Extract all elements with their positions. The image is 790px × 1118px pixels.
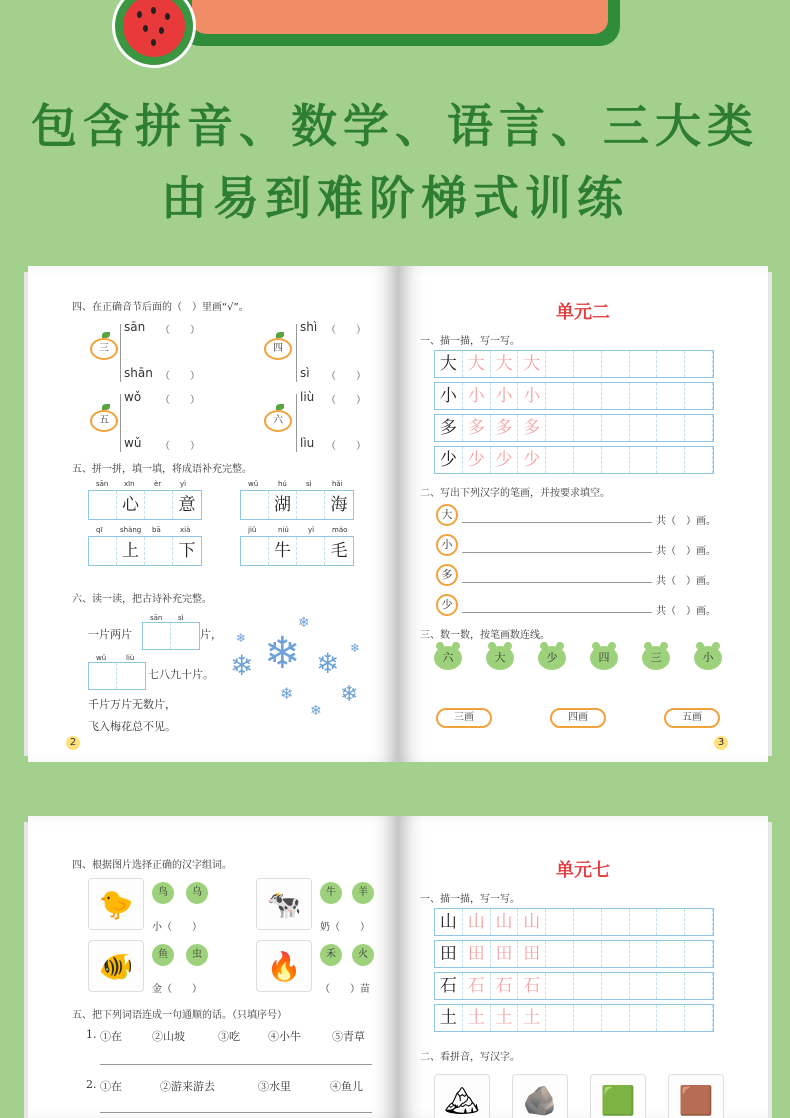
poem-line-1a: 一片两片: [88, 628, 132, 641]
pinyin-option: wǔ: [124, 436, 142, 450]
trace-row: [434, 908, 714, 936]
poem-line-1b: 片，: [200, 628, 222, 641]
page-left-1: [28, 266, 398, 762]
leaf-icon: [276, 404, 284, 410]
idiom-cell[interactable]: [241, 491, 269, 519]
idiom-cell: 下: [178, 541, 196, 561]
poem-pinyin: sì: [178, 614, 184, 622]
snowflake-icon: ❄: [350, 641, 361, 655]
poem-fill-box-2[interactable]: [88, 662, 146, 690]
char-option[interactable]: 禾: [320, 944, 342, 966]
trace-cell-model: 土: [435, 1005, 463, 1031]
idiom-grid-4: [240, 536, 354, 566]
trace-cell-model: 山: [435, 909, 463, 935]
trace-cell[interactable]: 大: [463, 351, 491, 377]
snowflake-icon: ❄: [236, 631, 247, 645]
word-token: ④鱼儿: [330, 1080, 363, 1093]
idiom-cell: 毛: [330, 541, 348, 561]
idiom-cell: 海: [330, 495, 348, 515]
stone-picture: [512, 1074, 568, 1118]
idiom-cell[interactable]: [297, 537, 325, 565]
stroke-count-pill[interactable]: 三画: [436, 708, 492, 728]
stroke-count-pill[interactable]: 四画: [550, 708, 606, 728]
book-spread-2: [28, 816, 768, 1118]
question-1: 一、描一描，写一写。: [420, 336, 520, 347]
idiom-cell: 湖: [269, 491, 297, 519]
char-option[interactable]: 羊: [352, 882, 374, 904]
question-2: 二、看拼音，写汉字。: [420, 1052, 520, 1063]
pinyin-option: shì: [300, 320, 318, 334]
trace-cell[interactable]: 多: [518, 415, 546, 441]
fire-picture: [256, 940, 312, 992]
trace-cell[interactable]: 大: [491, 351, 519, 377]
headline-line2: 由易到难阶梯式训练: [161, 171, 629, 225]
frog-char[interactable]: 小: [694, 646, 722, 670]
goldfish-picture: [88, 940, 144, 992]
snowflake-icon: ❄: [230, 649, 254, 682]
idiom-pinyin: bā: [152, 526, 161, 534]
soil-icon: 🟫: [678, 1083, 714, 1117]
trace-cell[interactable]: 田: [518, 941, 546, 967]
word-blank[interactable]: 小（ ）: [152, 922, 202, 933]
trace-cell[interactable]: 小: [518, 383, 546, 409]
word-blank[interactable]: 奶（ ）: [320, 922, 370, 933]
idiom-cell[interactable]: [241, 537, 269, 565]
stroke-count[interactable]: 共（ ）画。: [656, 576, 716, 587]
trace-cell[interactable]: 石: [463, 973, 491, 999]
stroke-answer-line[interactable]: [462, 612, 652, 613]
trace-cell[interactable]: 少: [491, 447, 519, 473]
question-4: 四、根据图片选择正确的汉字组词。: [72, 860, 232, 871]
idiom-pinyin: hǎi: [332, 480, 343, 488]
pinyin-option: wǒ: [124, 390, 142, 404]
fire-icon: 🔥: [266, 949, 302, 983]
word-token: ①在: [100, 1080, 122, 1093]
idiom-pinyin: xià: [180, 526, 191, 534]
idiom-pinyin: yì: [180, 480, 187, 488]
idiom-pinyin: sān: [96, 480, 109, 488]
field-icon: 🟩: [600, 1083, 636, 1117]
trace-cell[interactable]: 大: [518, 351, 546, 377]
question-5: 五、把下列词语连成一句通顺的话。（只填序号）: [72, 1010, 287, 1021]
trace-cell[interactable]: 田: [491, 941, 519, 967]
book-spread-1: [28, 266, 768, 762]
stroke-count[interactable]: 共（ ）画。: [656, 606, 716, 617]
idiom-pinyin: yì: [308, 526, 315, 534]
leaf-icon: [102, 404, 110, 410]
stroke-char: 大: [436, 504, 458, 526]
frog-char[interactable]: 少: [538, 646, 566, 670]
pinyin-option: liù: [300, 390, 315, 404]
poem-line-3: 千片万片无数片，: [88, 698, 176, 711]
watermelon-icon: [112, 0, 196, 68]
trace-row: [434, 414, 714, 442]
idiom-grid-1: [88, 490, 202, 520]
stroke-char: 小: [436, 534, 458, 556]
trace-row: [434, 1004, 714, 1032]
idiom-pinyin: sì: [306, 480, 312, 488]
idiom-cell[interactable]: [89, 537, 117, 565]
char-option[interactable]: 火: [352, 944, 374, 966]
answer-bracket[interactable]: （ ）: [160, 325, 200, 336]
question-6: 六、读一读，把古诗补充完整。: [72, 594, 212, 605]
stroke-answer-line[interactable]: [462, 582, 652, 583]
poem-pinyin: liù: [126, 654, 135, 662]
pinyin-option: sān: [124, 320, 146, 334]
trace-cell[interactable]: 石: [518, 973, 546, 999]
stroke-char: 少: [436, 594, 458, 616]
trace-row: [434, 350, 714, 378]
fish-icon: 🐠: [98, 949, 134, 983]
idiom-grid-2: [240, 490, 354, 520]
word-token: ④小牛: [268, 1030, 301, 1043]
answer-bracket[interactable]: （ ）: [326, 395, 366, 406]
trace-row: [434, 446, 714, 474]
char-option[interactable]: 虫: [186, 944, 208, 966]
idiom-cell[interactable]: [89, 491, 117, 519]
idiom-pinyin: máo: [332, 526, 348, 534]
stone-icon: 🪨: [522, 1083, 558, 1117]
char-option[interactable]: 鱼: [152, 944, 174, 966]
trace-cell-model: 石: [435, 973, 463, 999]
trace-cell[interactable]: 土: [463, 1005, 491, 1031]
word-token: ⑤青草: [332, 1030, 365, 1043]
trace-row: [434, 382, 714, 410]
poem-pinyin: sān: [150, 614, 163, 622]
field-picture: [590, 1074, 646, 1118]
fruit-char-liu: 六: [264, 410, 292, 432]
question-2: 二、写出下列汉字的笔画，并按要求填空。: [420, 488, 610, 499]
idiom-pinyin: jiǔ: [248, 526, 257, 534]
idiom-cell: 上: [117, 537, 145, 565]
page-right-2: [398, 816, 768, 1118]
answer-line[interactable]: [100, 1112, 372, 1113]
char-option[interactable]: 乌: [186, 882, 208, 904]
idiom-cell[interactable]: [297, 491, 325, 519]
question-5: 五、拼一拼，填一填，将成语补充完整。: [72, 464, 252, 475]
frog-char[interactable]: 三: [642, 646, 670, 670]
answer-bracket[interactable]: （ ）: [160, 395, 200, 406]
word-token: ②游来游去: [160, 1080, 215, 1093]
pinyin-option: shān: [124, 366, 153, 380]
snowflake-icon: ❄: [298, 615, 310, 631]
cow-picture: [256, 878, 312, 930]
idiom-cell: 牛: [269, 537, 297, 565]
fruit-char-san: 三: [90, 338, 118, 360]
snowflake-icon: ❄: [280, 684, 294, 703]
pinyin-option: sì: [300, 366, 310, 380]
poem-line-2: 七八九十片。: [148, 668, 214, 681]
idiom-pinyin: hú: [278, 480, 287, 488]
leaf-icon: [276, 332, 284, 338]
char-option[interactable]: 牛: [320, 882, 342, 904]
page-left-2: [28, 816, 398, 1118]
trace-cell[interactable]: 少: [518, 447, 546, 473]
word-token: ③吃: [218, 1030, 240, 1043]
mountain-icon: 🏔: [444, 1083, 480, 1117]
poem-fill-box-1[interactable]: [142, 622, 200, 650]
snowflake-icon: ❄: [316, 647, 340, 680]
soil-picture: [668, 1074, 724, 1118]
idiom-pinyin: niú: [278, 526, 289, 534]
leaf-icon: [102, 332, 110, 338]
trace-cell[interactable]: 土: [491, 1005, 519, 1031]
trace-row: [434, 940, 714, 968]
sentence-number: 2.: [86, 1078, 97, 1091]
char-option[interactable]: 鸟: [152, 882, 174, 904]
pinyin-option: lìu: [300, 436, 315, 450]
idiom-pinyin: shàng: [120, 526, 142, 534]
word-token: ②山坡: [152, 1030, 185, 1043]
idiom-grid-3: [88, 536, 202, 566]
top-banner: [180, 0, 620, 46]
idiom-cell[interactable]: [145, 537, 173, 565]
trace-cell[interactable]: 多: [463, 415, 491, 441]
snowflake-icon: ❄: [310, 703, 322, 719]
idiom-cell[interactable]: [145, 491, 173, 519]
stroke-answer-line[interactable]: [462, 522, 652, 523]
idiom-pinyin: xīn: [124, 480, 135, 488]
trace-cell-model: 小: [435, 383, 463, 409]
idiom-cell: 心: [117, 491, 145, 519]
idiom-pinyin: qī: [96, 526, 103, 534]
idiom-pinyin: wǔ: [248, 480, 259, 488]
answer-bracket[interactable]: （ ）: [326, 325, 366, 336]
word-token: ①在: [100, 1030, 122, 1043]
trace-cell[interactable]: 山: [491, 909, 519, 935]
stroke-answer-line[interactable]: [462, 552, 652, 553]
chick-picture: [88, 878, 144, 930]
trace-cell[interactable]: 少: [463, 447, 491, 473]
question-4: 四、在正确音节后面的（ ）里画“√”。: [72, 302, 249, 313]
answer-line[interactable]: [100, 1064, 372, 1065]
chick-icon: 🐤: [98, 887, 134, 921]
banner-inner: [192, 0, 608, 34]
poem-line-4: 飞入梅花总不见。: [88, 720, 176, 733]
idiom-cell: 意: [178, 495, 196, 515]
word-token: ③水里: [258, 1080, 291, 1093]
trace-cell[interactable]: 山: [463, 909, 491, 935]
frog-char[interactable]: 六: [434, 646, 462, 670]
word-blank[interactable]: （ ）苗: [320, 984, 370, 995]
word-blank[interactable]: 金（ ）: [152, 984, 202, 995]
trace-row: [434, 972, 714, 1000]
stroke-char: 多: [436, 564, 458, 586]
mountain-picture: [434, 1074, 490, 1118]
trace-cell[interactable]: 小: [463, 383, 491, 409]
answer-bracket[interactable]: （ ）: [326, 441, 366, 452]
stroke-count-pill[interactable]: 五画: [664, 708, 720, 728]
stroke-count[interactable]: 共（ ）画。: [656, 546, 716, 557]
trace-cell-model: 大: [435, 351, 463, 377]
question-1: 一、描一描，写一写。: [420, 894, 520, 905]
fruit-char-si: 四: [264, 338, 292, 360]
trace-cell[interactable]: 山: [518, 909, 546, 935]
question-3: 三、数一数，按笔画数连线。: [420, 630, 550, 641]
answer-bracket[interactable]: （ ）: [326, 371, 366, 382]
trace-cell[interactable]: 石: [491, 973, 519, 999]
trace-cell[interactable]: 小: [491, 383, 519, 409]
headline-line1: 包含拼音、数学、语言、三大类: [31, 99, 759, 153]
page-number: 2: [66, 736, 80, 750]
snowflake-icon: ❄: [264, 628, 301, 679]
trace-cell[interactable]: 多: [491, 415, 519, 441]
idiom-pinyin: èr: [154, 480, 162, 488]
poem-pinyin: wǔ: [96, 654, 107, 662]
trace-cell-model: 田: [435, 941, 463, 967]
trace-cell[interactable]: 田: [463, 941, 491, 967]
stroke-count[interactable]: 共（ ）画。: [656, 516, 716, 527]
cow-icon: 🐄: [266, 887, 302, 921]
snowflake-icon: ❄: [340, 682, 359, 707]
page-right-1: [398, 266, 768, 762]
answer-bracket[interactable]: （ ）: [160, 441, 200, 452]
page-number: 3: [714, 736, 728, 750]
frog-char[interactable]: 大: [486, 646, 514, 670]
fruit-char-wu: 五: [90, 410, 118, 432]
sentence-number: 1.: [86, 1028, 97, 1041]
frog-char[interactable]: 四: [590, 646, 618, 670]
trace-cell-model: 多: [435, 415, 463, 441]
unit-title: 单元二: [556, 302, 610, 323]
unit-title: 单元七: [556, 860, 610, 881]
trace-cell[interactable]: 土: [518, 1005, 546, 1031]
answer-bracket[interactable]: （ ）: [160, 371, 200, 382]
trace-cell-model: 少: [435, 447, 463, 473]
